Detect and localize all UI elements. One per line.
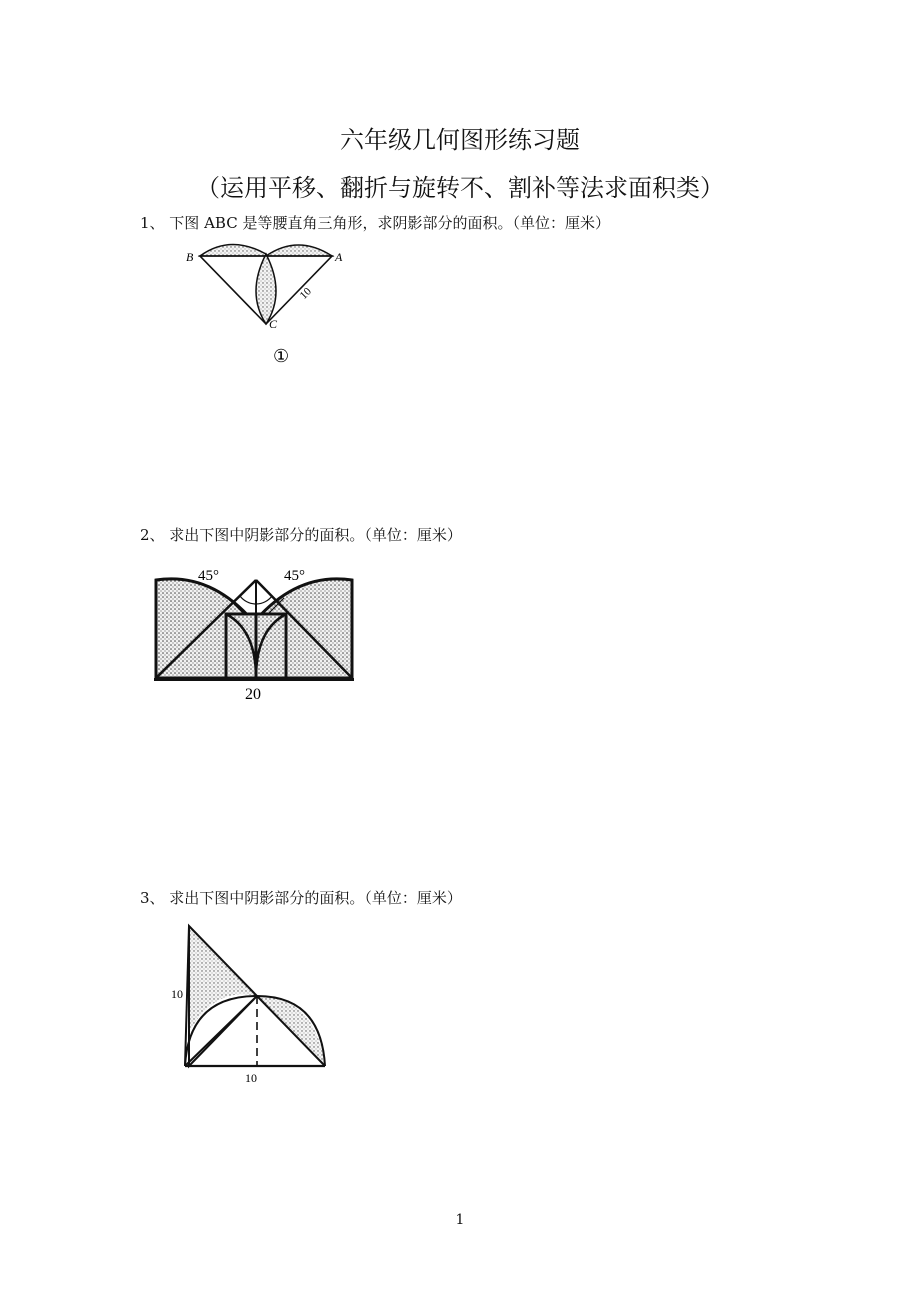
figure-1-caption: ① <box>273 346 290 366</box>
figure-1-diagram <box>182 238 352 373</box>
figure-1-label-c: C <box>269 317 278 331</box>
figure-1-side-label: 10 <box>297 285 314 302</box>
page-title: 六年级几何图形练习题 <box>340 126 580 154</box>
figure-3-base-label: 10 <box>245 1071 257 1085</box>
figure-2-diagram <box>150 560 370 705</box>
figure-1-lens <box>256 254 276 324</box>
figure-3-diagram <box>165 922 340 1092</box>
page-subtitle: （运用平移、翻折与旋转不、割补等法求面积类） <box>196 174 724 202</box>
figure-2-angle-left: 45° <box>198 568 219 584</box>
figure-3-height-label: 10 <box>171 987 183 1001</box>
figure-1-label-b: B <box>186 250 194 264</box>
page-number: 1 <box>455 1212 465 1228</box>
figure-1-right-cap <box>266 245 332 256</box>
figure-1-label-a: A <box>335 250 343 264</box>
figure-2-base-label: 20 <box>245 686 261 703</box>
figure-2-angle-right: 45° <box>284 568 305 584</box>
question-1: 1、 下图 ABC 是等腰直角三角形，求阴影部分的面积。（单位：厘米） <box>140 214 610 232</box>
figure-1-left-cap <box>200 244 266 256</box>
figure-3-upper-shade <box>189 926 257 1032</box>
question-2: 2、 求出下图中阴影部分的面积。（单位：厘米） <box>140 526 462 544</box>
question-3: 3、 求出下图中阴影部分的面积。（单位：厘米） <box>140 889 462 907</box>
